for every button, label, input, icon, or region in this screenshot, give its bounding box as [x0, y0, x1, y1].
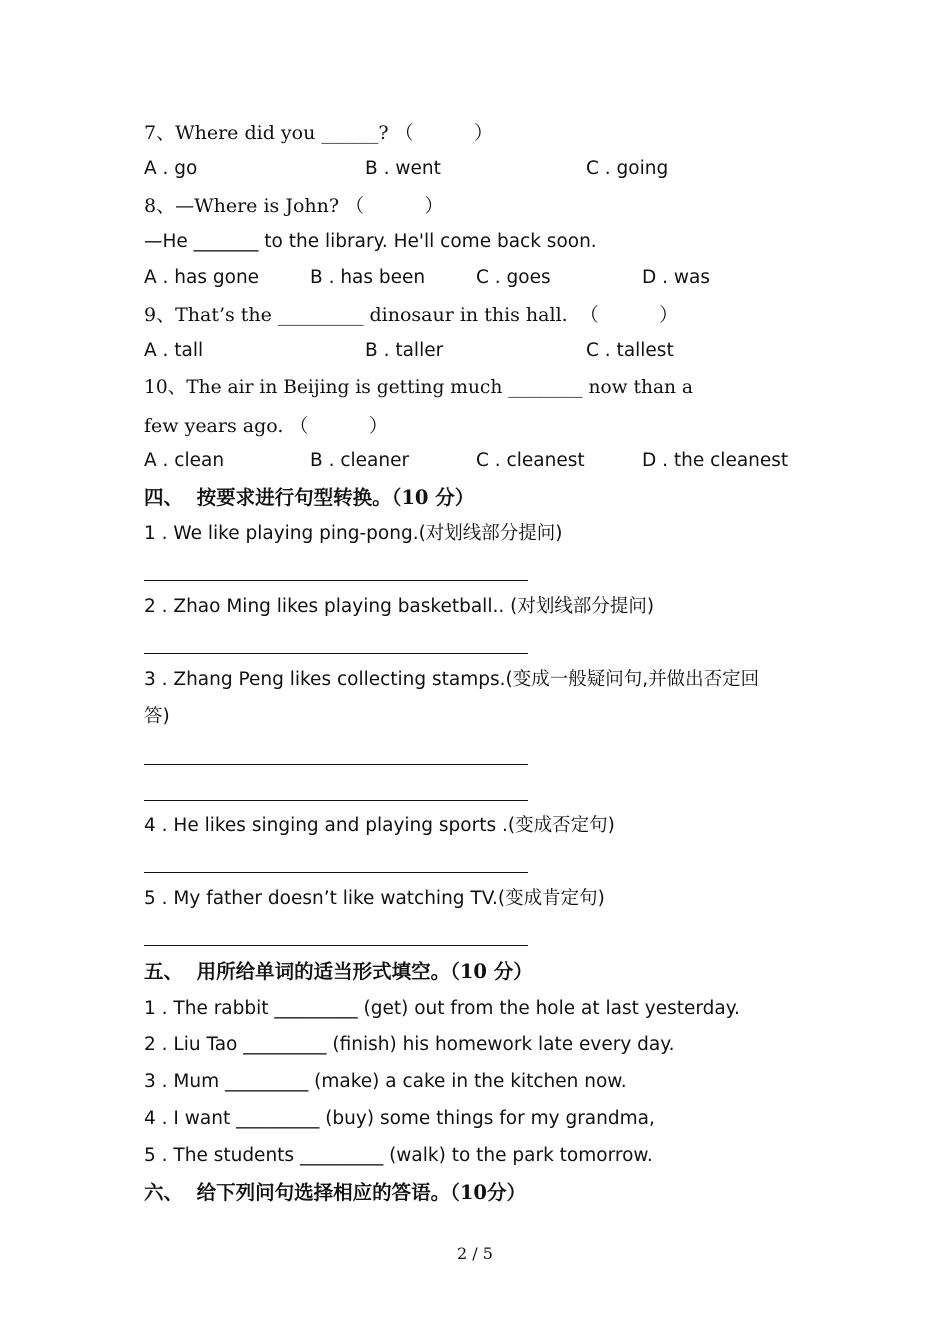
section-4-item-4: 4 . He likes singing and playing sports .(变成否定句): [144, 815, 615, 836]
section-4-heading: 四、 按要求进行句型转换。（10 分）: [144, 486, 475, 509]
answer-line: [144, 800, 528, 801]
answer-line: [144, 580, 528, 581]
section-5-item-1: 1 . The rabbit _________ (get) out from the hole at last yesterday.: [144, 998, 740, 1019]
section-4-item-2: 2 . Zhao Ming likes playing basketball.. (对划线部分提问): [144, 596, 655, 617]
section-6-heading: 六、 给下列问句选择相应的答语。（10分）: [144, 1181, 526, 1204]
section-5-item-2: 2 . Liu Tao _________ (finish) his homework late every day.: [144, 1034, 675, 1055]
section-5-heading: 五、 用所给单词的适当形式填空。（10 分）: [144, 960, 533, 983]
question-7-option-b: B . went: [365, 158, 441, 179]
question-7-option-c: C . going: [586, 158, 669, 179]
question-10-option-a: A . clean: [144, 450, 225, 471]
section-5-item-3: 3 . Mum _________ (make) a cake in the kitchen now.: [144, 1071, 627, 1092]
question-7-stem: 7、Where did you ______? （ ）: [144, 122, 493, 144]
question-8-option-c: C . goes: [476, 267, 551, 288]
section-4-item-3-continued: 答): [144, 706, 170, 727]
section-4-item-3: 3 . Zhang Peng likes collecting stamps.(变成一般疑问句,并做出否定回: [144, 669, 760, 690]
question-10-option-d: D . the cleanest: [642, 450, 789, 471]
section-4-item-1: 1 . We like playing ping-pong.(对划线部分提问): [144, 523, 563, 544]
question-10-stem-line-1: 10、The air in Beijing is getting much ________ now than a: [144, 377, 693, 398]
section-5-item-4: 4 . I want _________ (buy) some things for my grandma,: [144, 1108, 655, 1129]
question-8-option-a: A . has gone: [144, 267, 260, 288]
answer-line: [144, 872, 528, 873]
question-9-option-c: C . tallest: [586, 340, 674, 361]
section-5-item-5: 5 . The students _________ (walk) to the park tomorrow.: [144, 1145, 653, 1166]
question-9-option-b: B . taller: [365, 340, 444, 361]
question-9-option-a: A . tall: [144, 340, 204, 361]
question-7-option-a: A . go: [144, 158, 198, 179]
question-8-line-2: —He _______ to the library. He'll come back soon.: [144, 231, 597, 252]
answer-line: [144, 764, 528, 765]
question-10-option-b: B . cleaner: [310, 450, 410, 471]
question-10-option-c: C . cleanest: [476, 450, 585, 471]
question-10-stem-line-2: few years ago. （ ）: [144, 415, 388, 437]
answer-line: [144, 945, 528, 946]
answer-line: [144, 653, 528, 654]
question-9-stem: 9、That’s the _________ dinosaur in this hall. （ ）: [144, 304, 679, 326]
question-8-option-d: D . was: [642, 267, 710, 288]
section-4-item-5: 5 . My father doesn’t like watching TV.(变成肯定句): [144, 888, 605, 909]
question-8-option-b: B . has been: [310, 267, 426, 288]
question-8-stem: 8、—Where is John? （ ）: [144, 195, 444, 217]
page-number: 2 / 5: [457, 1244, 493, 1263]
